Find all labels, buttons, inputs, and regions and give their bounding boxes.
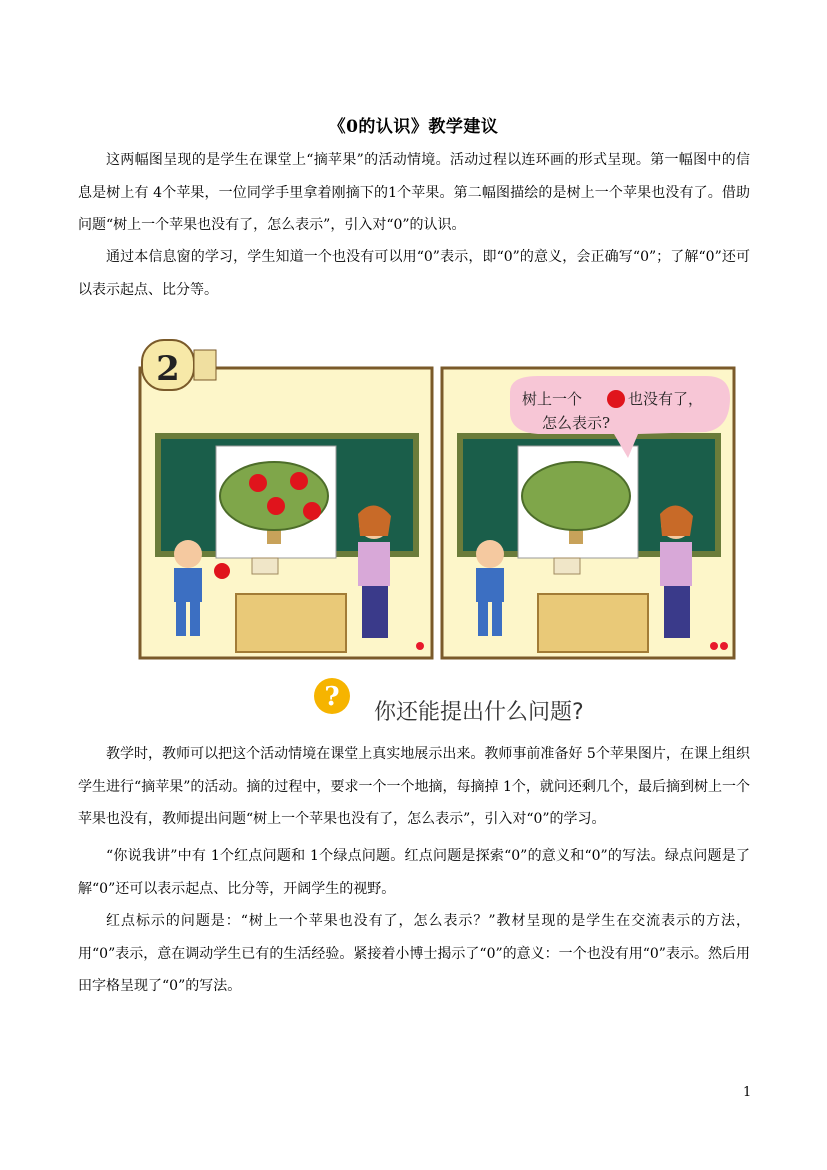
paragraph-2: 通过本信息窗的学习，学生知道一个也没有可以用“0”表示，即“0”的意义，会正确写“0”；了解“0”还可以表示起点、比分等。	[78, 249, 750, 298]
paragraph-5: 红点标示的问题是：“树上一个苹果也没有了，怎么表示？”教材呈现的是学生在交流表示的方法，用“0”表示，意在调动学生已有的生活经验。紧接着小博士揭示了“0”的意义：一个也没有用“0”表示。然后用田字格呈现了“0”的写法。	[78, 913, 750, 994]
desk	[538, 594, 648, 652]
question-prompt-text: 你还能提出什么问题?	[374, 700, 584, 725]
teacher	[660, 505, 693, 638]
desk	[236, 594, 346, 652]
red-dot	[710, 642, 718, 650]
page-number: 1	[743, 1085, 752, 1100]
bubble-line-1a: 树上一个	[522, 390, 583, 408]
svg-text:?: ?	[324, 682, 340, 712]
red-dot	[720, 642, 728, 650]
document-title: 《0的认识》教学建议	[328, 117, 499, 137]
bubble-line-1b: 也没有了，	[628, 390, 704, 408]
paragraph-4: “你说我讲”中有 1个红点问题和 1个绿点问题。红点问题是探索“0”的意义和“0”的写法。绿点问题是了解“0”还可以表示起点、比分等，开阔学生的视野。	[78, 848, 750, 897]
badge-number: 2	[156, 349, 180, 389]
paragraph-3: 教学时，教师可以把这个活动情境在课堂上真实地展示出来。教师事前准备好 5个苹果图片，在课上组织学生进行“摘苹果”的活动。摘的过程中，要求一个一个地摘，每摘掉 1个，就问还剩几个，最后摘到树上一个苹果也没有，教师提出问题“树上一个苹果也没有了，怎么表示”，引入对“0”的学习。	[78, 746, 750, 827]
paragraph-1: 这两幅图呈现的是学生在课堂上“摘苹果”的活动情境。活动过程以连环画的形式呈现。第一幅图中的信息是树上有 4个苹果，一位同学手里拿着刚摘下的1个苹果。第二幅图描绘的是树上一个苹果也没有了。借助问题“树上一个苹果也没有了，怎么表示”，引入对“0”的认识。	[78, 152, 750, 233]
classroom-illustration-2	[438, 336, 738, 666]
apple-icon	[607, 390, 625, 408]
question-prompt	[314, 678, 584, 725]
bubble-line-2: 怎么表示?	[542, 414, 611, 432]
